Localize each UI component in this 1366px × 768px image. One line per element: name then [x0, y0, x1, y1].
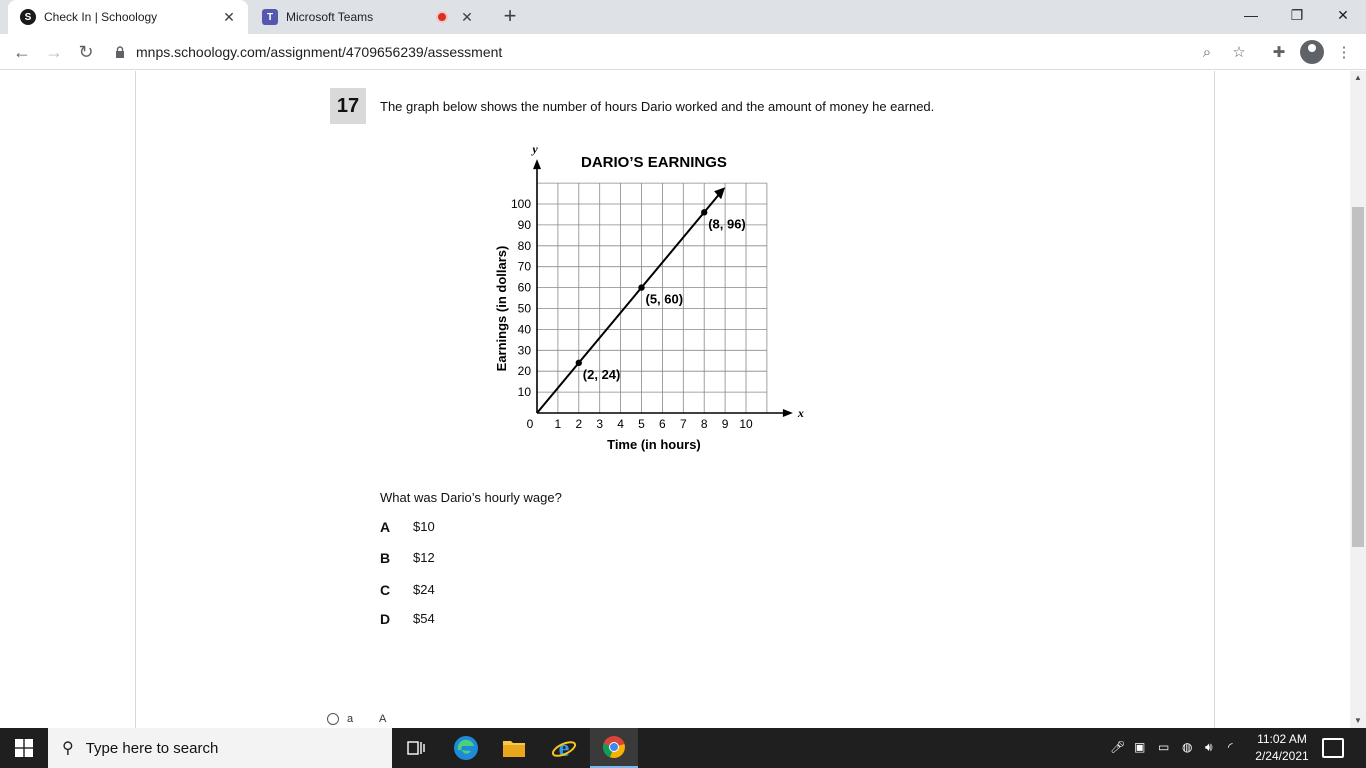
search-icon: ⚲ — [62, 740, 74, 757]
choice-d — [380, 611, 435, 627]
choice-c — [380, 582, 435, 598]
y-tick-label: 10 — [517, 385, 531, 400]
choice-text: $54 — [413, 611, 435, 626]
tab-teams[interactable] — [250, 0, 486, 34]
page-scrollbar[interactable] — [1350, 71, 1366, 728]
data-point-label: (8, 96) — [708, 216, 746, 232]
teams-icon: T — [262, 9, 278, 25]
earnings-chart — [480, 142, 820, 471]
answer-label: A — [379, 713, 387, 725]
clock-time: 11:02 AM — [1257, 732, 1307, 746]
maximize-button[interactable]: ❐ — [1290, 6, 1304, 23]
lock-icon — [114, 46, 126, 58]
extensions-icon[interactable]: ✚ — [1272, 44, 1286, 61]
window-close-button[interactable]: ✕ — [1337, 6, 1349, 23]
answer-radio[interactable] — [327, 713, 339, 725]
x-tick-label: 10 — [739, 417, 753, 431]
x-tick-label: 4 — [617, 417, 624, 431]
x-axis-arrow — [783, 409, 793, 417]
close-icon[interactable]: ✕ — [223, 8, 235, 25]
x-axis-letter: x — [797, 406, 804, 420]
choice-letter: A — [380, 519, 391, 535]
file-explorer-icon[interactable] — [490, 728, 538, 768]
x-tick-label: 8 — [700, 417, 708, 431]
wifi-icon[interactable]: ◜ — [1228, 740, 1233, 754]
y-tick-label: 70 — [517, 259, 531, 274]
question-number: 17 — [330, 88, 366, 124]
forward-icon[interactable]: → — [45, 42, 63, 62]
choice-text: $12 — [413, 550, 435, 565]
bookmark-star-icon[interactable]: ☆ — [1232, 44, 1246, 61]
minimize-button[interactable]: — — [1244, 7, 1258, 23]
browser-toolbar — [0, 34, 1366, 70]
recording-icon — [436, 11, 448, 23]
x-tick-label: 1 — [554, 417, 562, 431]
reload-icon[interactable]: ↻ — [78, 42, 94, 62]
x-tick-label: 2 — [575, 417, 583, 431]
data-point — [638, 284, 644, 290]
tab-title: Microsoft Teams — [286, 10, 374, 24]
x-tick-label: 7 — [679, 417, 687, 431]
notifications-icon[interactable] — [1322, 738, 1344, 758]
url-text: mnps.schoology.com/assignment/4709656239/assessment — [136, 44, 503, 60]
scroll-down-icon[interactable]: ▼ — [1354, 716, 1362, 725]
y-tick-label: 50 — [517, 301, 531, 316]
tab-title: Check In | Schoology — [44, 10, 158, 24]
scroll-thumb[interactable] — [1352, 207, 1364, 547]
tray-app-icon[interactable]: ▣ — [1134, 740, 1146, 754]
y-axis-arrow — [533, 159, 541, 169]
schoology-icon: S — [20, 9, 36, 25]
system-clock[interactable] — [1242, 731, 1322, 765]
x-axis-label: Time (in hours) — [607, 437, 701, 452]
choice-b — [380, 550, 435, 566]
zoom-icon[interactable]: ⌕ — [1202, 44, 1212, 61]
y-tick-label: 90 — [517, 217, 531, 232]
profile-avatar[interactable] — [1300, 40, 1324, 64]
choice-text: $10 — [413, 519, 435, 534]
battery-icon[interactable]: ▭ — [1158, 740, 1170, 754]
x-tick-label: 3 — [596, 417, 604, 431]
volume-icon[interactable]: 🔊︎ — [1205, 740, 1213, 754]
x-tick-label: 6 — [659, 417, 666, 431]
choice-letter: C — [380, 582, 391, 598]
network-globe-icon[interactable]: ◍ — [1182, 740, 1193, 754]
microphone-icon[interactable]: 🎤︎ — [1110, 740, 1126, 754]
svg-text:e: e — [558, 736, 570, 762]
new-tab-button[interactable]: + — [503, 3, 517, 28]
y-tick-label: 40 — [517, 322, 531, 337]
data-point-label: (2, 24) — [582, 366, 621, 382]
choice-a — [380, 519, 435, 535]
data-point-label: (5, 60) — [645, 291, 684, 307]
windows-taskbar — [0, 728, 1366, 768]
data-line — [537, 191, 722, 413]
windows-start-icon[interactable] — [0, 728, 48, 768]
back-icon[interactable]: ← — [13, 42, 31, 62]
chrome-icon[interactable] — [590, 728, 638, 768]
edge-icon[interactable] — [442, 728, 490, 768]
internet-explorer-icon[interactable] — [540, 728, 588, 768]
data-point — [701, 209, 707, 215]
scroll-up-icon[interactable]: ▲ — [1354, 73, 1362, 82]
assessment-page — [0, 71, 1350, 728]
data-point — [576, 360, 582, 366]
task-view-icon[interactable] — [392, 728, 440, 768]
tab-schoology[interactable] — [8, 0, 248, 34]
y-tick-label: 100 — [510, 197, 531, 211]
question-prompt: What was Dario’s hourly wage? — [380, 490, 562, 505]
menu-icon[interactable]: ⋮ — [1336, 44, 1352, 61]
clock-date: 2/24/2021 — [1255, 749, 1309, 763]
page-border — [135, 71, 136, 728]
page-border — [1214, 71, 1215, 728]
y-tick-label: 60 — [517, 280, 531, 295]
search-placeholder: Type here to search — [85, 739, 219, 757]
taskbar-search[interactable] — [48, 728, 392, 768]
question-text: The graph below shows the number of hours Dario worked and the amount of money he earned. — [380, 99, 935, 114]
answer-value: a — [347, 713, 354, 725]
y-axis-letter: y — [532, 142, 538, 157]
origin-label: 0 — [526, 417, 534, 431]
address-bar[interactable] — [108, 38, 1258, 66]
x-tick-label: 9 — [721, 417, 729, 431]
browser-tabstrip — [0, 0, 1366, 34]
x-tick-label: 5 — [638, 417, 645, 431]
answer-option-a[interactable] — [327, 713, 386, 725]
y-tick-label: 80 — [517, 238, 531, 253]
choice-text: $24 — [413, 582, 435, 597]
y-tick-label: 20 — [517, 364, 531, 379]
close-icon[interactable]: ✕ — [461, 8, 473, 25]
choice-letter: D — [380, 611, 391, 627]
chart-title: DARIO’S EARNINGS — [581, 154, 727, 171]
y-tick-label: 30 — [517, 343, 531, 358]
choice-letter: B — [380, 550, 391, 566]
y-axis-label: Earnings (in dollars) — [494, 245, 509, 372]
